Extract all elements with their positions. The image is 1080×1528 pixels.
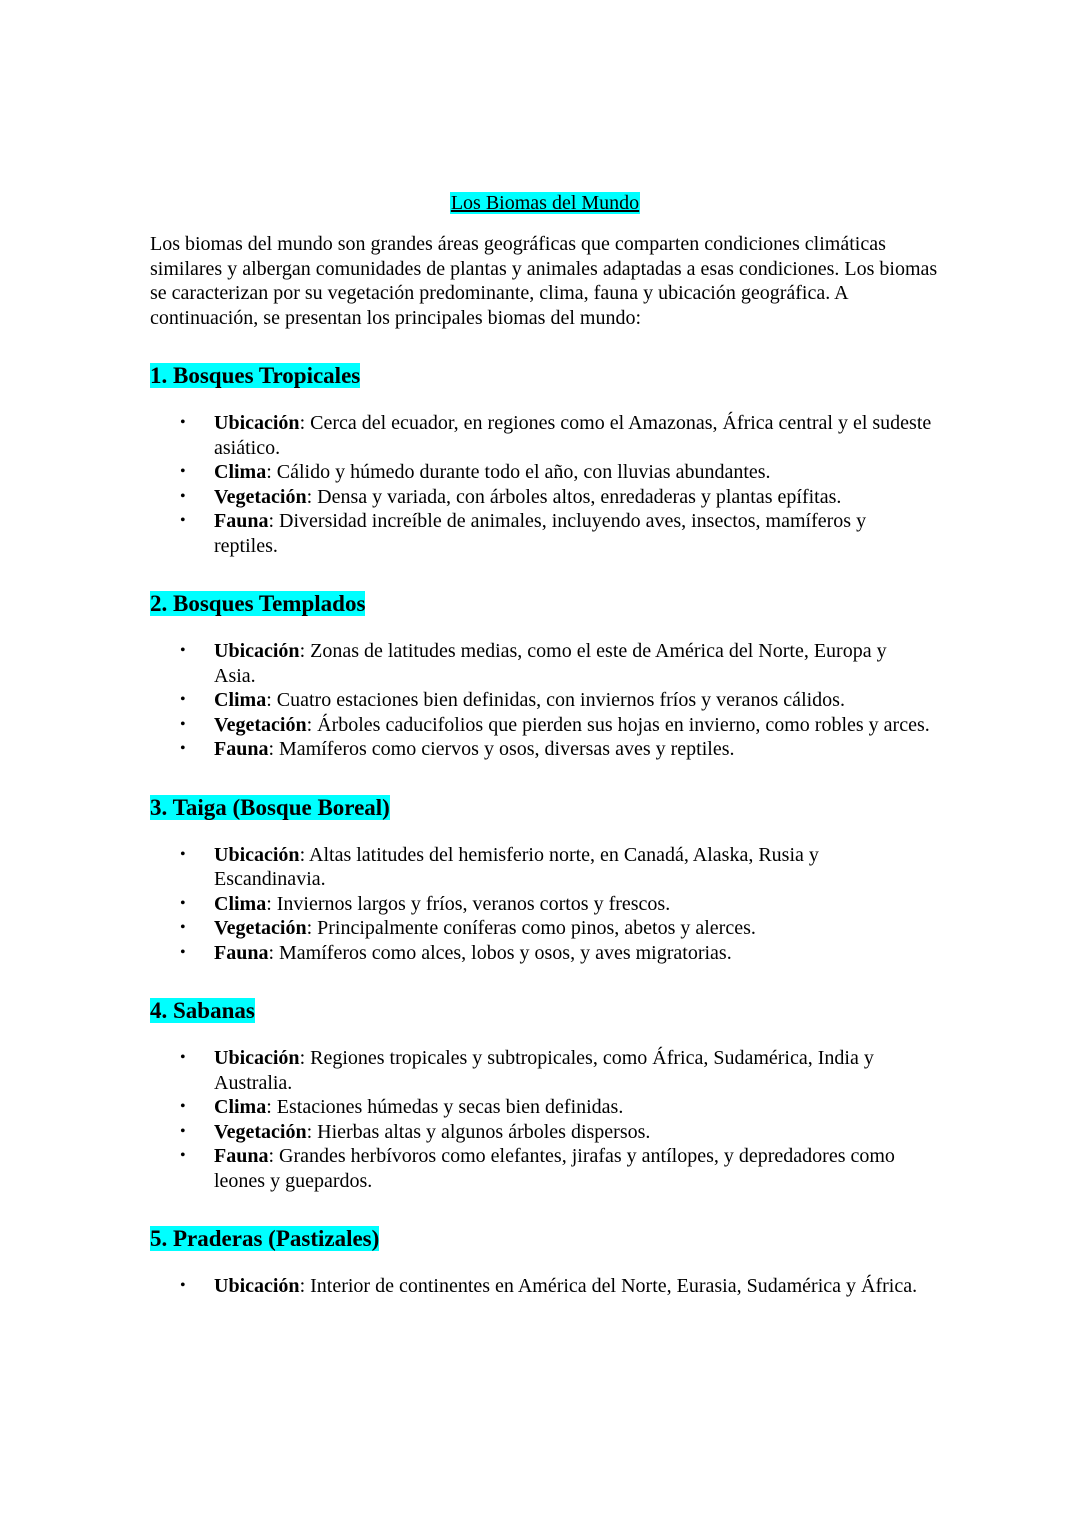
section-heading-text: 3. Taiga (Bosque Boreal) [150, 794, 390, 820]
section-heading [150, 792, 940, 824]
item-label: Vegetación [214, 1120, 307, 1143]
bullet-icon: • [180, 894, 186, 912]
item-label: Ubicación [214, 640, 300, 662]
bullet-list [150, 843, 940, 966]
item-text: : Estaciones húmedas y secas bien definidas. [266, 1096, 624, 1118]
list-item [150, 460, 940, 485]
list-item [150, 485, 940, 510]
list-item [150, 1046, 940, 1095]
bullet-icon: • [180, 845, 186, 863]
bullet-icon: • [180, 1277, 186, 1294]
item-label: Fauna [214, 1145, 269, 1167]
biome-section [150, 995, 940, 1193]
bullet-icon: • [180, 715, 186, 733]
item-text: : Inviernos largos y fríos, veranos cortos y frescos. [266, 892, 671, 915]
item-label: Clima [214, 689, 267, 711]
bullet-icon: • [180, 512, 186, 529]
title-container [150, 188, 940, 218]
bullet-list [150, 1046, 940, 1193]
item-text: : Altas latitudes del hemisferio norte, en Canadá, Alaska, Rusia y Escandinavia. [214, 843, 819, 890]
bullet-icon: • [180, 943, 186, 961]
section-heading-text: 2. Bosques Templados [150, 591, 366, 616]
bullet-icon: • [180, 1147, 186, 1164]
bullet-icon: • [180, 414, 186, 431]
item-text: : Zonas de latitudes medias, como el este de América del Norte, Europa y Asia. [214, 640, 887, 687]
list-item [150, 843, 940, 892]
item-text: : Mamíferos como ciervos y osos, diversas aves y reptiles. [268, 738, 735, 760]
list-item [150, 1274, 940, 1299]
list-item [150, 916, 940, 941]
bullet-icon: • [180, 1122, 186, 1140]
bullet-icon: • [180, 463, 186, 480]
item-label: Ubicación [214, 412, 300, 434]
intro-paragraph: Los biomas del mundo son grandes áreas geográficas que comparten condiciones climáticas similares y albergan comunidades de plantas y animales adaptadas a esas condiciones. Los biomas se caracterizan por su vegetación predominante, clima, fauna y ubicación geográfica. A continuación, se presentan los principales biomas del mundo: [150, 233, 938, 329]
biome-section [150, 1223, 940, 1299]
item-label: Ubicación [214, 843, 300, 866]
sections-container [150, 360, 940, 1299]
item-text: : Cerca del ecuador, en regiones como el Amazonas, África central y el sudeste asiático. [214, 412, 932, 459]
item-text: : Principalmente coníferas como pinos, abetos y alerces. [306, 917, 756, 939]
item-label: Vegetación [214, 713, 307, 736]
list-item [150, 639, 940, 688]
section-heading [150, 588, 940, 620]
bullet-icon: • [180, 691, 186, 708]
item-label: Vegetación [214, 917, 307, 939]
item-text: : Densa y variada, con árboles altos, enredaderas y plantas epífitas. [306, 485, 842, 508]
bullet-list [150, 411, 940, 558]
item-label: Vegetación [214, 485, 307, 508]
section-heading [150, 360, 940, 392]
item-text: : Cálido y húmedo durante todo el año, con lluvias abundantes. [266, 461, 771, 483]
bullet-icon: • [180, 1049, 186, 1066]
item-label: Ubicación [214, 1275, 300, 1297]
bullet-icon: • [180, 642, 186, 659]
item-text: : Mamíferos como alces, lobos y osos, y aves migratorias. [268, 941, 732, 964]
list-item [150, 737, 940, 762]
item-label: Clima [214, 461, 267, 483]
document-title: Los Biomas del Mundo [450, 192, 640, 214]
bullet-icon: • [180, 487, 186, 505]
section-heading [150, 995, 940, 1027]
list-item [150, 411, 940, 460]
list-item [150, 941, 940, 966]
list-item [150, 713, 940, 738]
biome-section [150, 588, 940, 762]
item-text: : Diversidad increíble de animales, incluyendo aves, insectos, mamíferos y reptiles. [214, 510, 867, 557]
section-heading-text: 5. Praderas (Pastizales) [150, 1226, 380, 1251]
list-item [150, 1120, 940, 1145]
list-item [150, 688, 940, 713]
item-label: Fauna [214, 941, 269, 964]
list-item [150, 892, 940, 917]
bullet-icon: • [180, 1098, 186, 1115]
item-text: : Interior de continentes en América del Norte, Eurasia, Sudamérica y África. [299, 1275, 918, 1297]
list-item [150, 509, 940, 558]
item-text: : Grandes herbívoros como elefantes, jirafas y antílopes, y depredadores como leones y guepardos. [214, 1145, 895, 1192]
item-label: Clima [214, 892, 267, 915]
bullet-icon: • [180, 919, 186, 936]
item-text: : Regiones tropicales y subtropicales, como África, Sudamérica, India y Australia. [214, 1047, 874, 1094]
list-item [150, 1144, 940, 1193]
item-text: : Cuatro estaciones bien definidas, con inviernos fríos y veranos cálidos. [266, 689, 845, 711]
list-item [150, 1095, 940, 1120]
item-text: : Árboles caducifolios que pierden sus hojas en invierno, como robles y arces. [306, 713, 930, 736]
bullet-icon: • [180, 740, 186, 757]
biome-section [150, 792, 940, 966]
document-page [150, 188, 940, 1299]
section-heading [150, 1223, 940, 1255]
item-text: : Hierbas altas y algunos árboles dispersos. [306, 1120, 651, 1143]
section-heading-text: 1. Bosques Tropicales [150, 363, 361, 388]
item-label: Fauna [214, 738, 269, 760]
item-label: Clima [214, 1096, 267, 1118]
item-label: Fauna [214, 510, 269, 532]
biome-section [150, 360, 940, 558]
item-label: Ubicación [214, 1047, 300, 1069]
bullet-list [150, 639, 940, 762]
section-heading-text: 4. Sabanas [150, 998, 255, 1023]
bullet-list [150, 1274, 940, 1299]
